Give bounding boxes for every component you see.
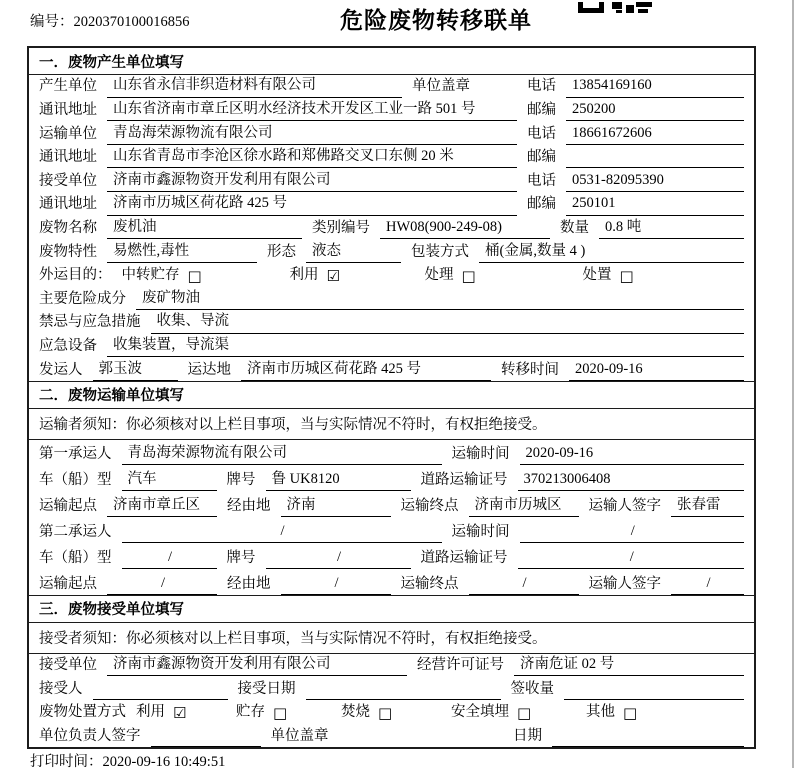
field-value: / [266,548,411,569]
form-row [29,263,754,287]
field-value: 0.8 吨 [599,218,744,239]
checkbox-checked-icon: ☑ [326,266,340,285]
form-row [29,334,754,358]
checkbox-option [236,703,331,723]
section-title: 三．废物接受单位填写 [29,595,754,622]
checkbox-unchecked-icon: □ [619,266,634,285]
field-label: 运输人签字 [588,575,661,592]
field-label: 电话 [527,172,556,189]
field-value: 汽车 [122,470,217,491]
field-label: 牌号 [226,549,256,566]
field-value [151,744,261,747]
field-value: 张春雷 [671,496,744,517]
checkbox-option [451,703,576,723]
field-value: 鲁 UK8120 [266,470,411,491]
field-label: 废物名称 [39,220,97,237]
form-row [29,286,754,310]
section-notice: 运输者须知：你必须核对以上栏目事项，当与实际情况不符时，有权拒绝接受。 [29,408,754,439]
checkbox-checked-icon: ☑ [173,703,187,722]
field-label: 道路运输证号 [420,471,508,488]
field-label: 应急设备 [39,338,97,354]
field-label: 日期 [513,727,542,744]
checkbox-unchecked-icon: □ [461,266,476,285]
form-row [29,121,754,145]
field-value: 0531-82095390 [566,171,744,192]
field-value: / [469,574,579,595]
checkbox-option [341,703,441,723]
checkbox-unchecked-icon: □ [623,703,638,722]
checkbox-option [136,703,226,723]
field-value: 济南危证 02 号 [514,655,744,676]
field-label: 产生单位 [39,78,97,95]
field-value: 济南市鑫源物资开发利用有限公司 [107,171,517,192]
field-label: 发运人 [39,361,83,378]
field-label: 废物处置方式 [39,704,126,721]
field-value: 济南市历城区荷花路 425 号 [241,360,491,381]
field-value [564,697,744,700]
field-label: 接受单位 [39,657,97,674]
field-label: 单位负责人签字 [39,727,141,744]
field-value: 山东省济南市章丘区明水经济技术开发区工业一路 501 号 [107,100,517,121]
form-row [29,676,754,700]
field-label: 单位盖章 [270,727,329,744]
form-row [29,98,754,122]
field-label: 运输时间 [451,523,510,540]
checkbox-option [122,266,280,286]
field-label: 运输起点 [39,575,97,592]
field-value [566,165,744,168]
field-label: 车（船）型 [39,549,112,566]
field-label: 第二承运人 [39,523,112,540]
checkbox-label: 其他 [586,704,615,721]
field-value: 济南市章丘区 [107,496,217,517]
checkbox-unchecked-icon: □ [187,266,202,285]
form-row [29,653,754,677]
checkbox-label: 贮存 [236,704,265,721]
field-value: 青岛海荣源物流有限公司 [107,124,517,145]
checkbox-unchecked-icon: □ [273,703,288,722]
field-value: 济南 [281,496,391,517]
form-row [29,74,754,98]
field-label: 经由地 [227,575,271,592]
form-row [29,192,754,216]
field-label: 电话 [527,125,556,142]
checkbox-label: 安全填埋 [451,704,509,721]
field-value: 18661672606 [566,124,744,145]
field-value: 2020-09-16 [520,444,745,465]
field-value: / [122,522,442,543]
field-label: 道路运输证号 [420,549,508,566]
field-label: 主要危险成分 [39,290,126,307]
field-label: 单位盖章 [412,78,470,95]
field-label: 邮编 [527,196,556,213]
form-number-value: 2020370100016856 [73,14,190,30]
form-row [29,145,754,169]
page-title: 危险废物转移联单 [340,8,532,33]
form-number-label: 编号： [30,14,74,30]
field-value: 13854169160 [566,76,744,97]
field-value: 易燃性,毒性 [107,242,257,263]
field-value: 山东省永信非织造材料有限公司 [107,76,402,97]
checkbox-unchecked-icon: □ [517,703,532,722]
checkbox-option [290,266,415,286]
checkbox-label: 利用 [136,704,165,721]
field-value: / [671,574,744,595]
field-value: 250200 [566,100,744,121]
field-label: 运输终点 [400,575,459,592]
section-title: 一．废物产生单位填写 [39,54,184,71]
field-label: 牌号 [226,471,256,488]
field-value: / [520,522,745,543]
section-notice: 接受者须知：你必须核对以上栏目事项，当与实际情况不符时，有权拒绝接受。 [29,622,754,653]
checkbox-label: 焚烧 [341,704,370,721]
form-row [29,491,754,517]
field-value: 青岛海荣源物流有限公司 [122,444,442,465]
field-value: 济南市鑫源物资开发利用有限公司 [107,655,407,676]
checkbox-unchecked-icon: □ [378,703,393,722]
field-label: 运输人签字 [588,497,661,514]
field-value: 桶(金属,数量 4 ) [479,242,744,263]
field-label: 运达地 [187,361,231,378]
field-label: 接受人 [39,680,83,697]
field-value: HW08(900-249-08) [380,218,550,239]
field-label: 通讯地址 [39,149,97,166]
field-label: 禁忌与应急措施 [39,314,141,331]
field-label: 接受单位 [39,172,97,189]
form-row [29,543,754,569]
field-label: 废物特性 [39,243,97,260]
transfer-form [27,46,756,749]
checkbox-label: 处理 [424,267,454,284]
field-label: 外运目的： [39,267,112,284]
field-value: 2020-09-16 [569,360,744,381]
checkbox-option [583,266,634,286]
field-label: 类别编号 [312,220,370,237]
field-value: 370213006408 [518,470,745,491]
form-row [29,168,754,192]
field-value: 废矿物油 [136,289,744,310]
form-row [29,310,754,334]
field-label: 接受日期 [237,680,296,697]
form-row [29,439,754,465]
form-row [29,465,754,491]
field-value: 郭玉波 [93,360,178,381]
print-time-value: 2020-09-16 10:49:51 [102,754,226,770]
form-row [29,700,754,724]
scan-edge-line [792,0,794,768]
field-label: 第一承运人 [39,445,112,462]
form-row [29,357,754,381]
qr-code-fragment-svg [578,2,652,13]
field-label: 经由地 [227,497,271,514]
field-label: 经营许可证号 [417,657,504,674]
field-label: 车（船）型 [39,471,112,488]
field-label: 签收量 [510,680,554,697]
field-value [552,744,744,747]
form-row [29,569,754,595]
field-value [306,697,501,700]
field-value: / [518,548,745,569]
checkbox-option [586,703,637,723]
checkbox-label: 处置 [582,267,612,284]
field-value: 250101 [566,194,744,215]
field-value: 液态 [306,242,401,263]
field-label: 转移时间 [501,361,559,378]
form-row [29,723,754,747]
checkbox-label: 中转贮存 [121,267,180,284]
field-label: 包装方式 [411,243,469,260]
field-value: / [122,548,217,569]
field-label: 运输终点 [400,497,459,514]
field-value [93,697,228,700]
field-value: 济南市历城区荷花路 425 号 [107,194,517,215]
field-label: 运输时间 [451,445,510,462]
section-title: 二．废物运输单位填写 [29,381,754,408]
field-label: 运输单位 [39,125,97,142]
checkbox-label: 利用 [289,267,319,284]
field-label: 数量 [560,220,589,237]
checkbox-option [425,266,573,286]
field-label: 电话 [527,78,556,95]
field-value: 废机油 [107,218,302,239]
form-row [29,216,754,240]
field-label: 邮编 [527,102,556,119]
qr-code-fragment [578,0,652,11]
field-value: / [281,574,391,595]
field-label: 形态 [267,243,296,260]
field-value: 收集装置，导流渠 [107,336,744,357]
field-value: 收集、导流 [151,312,745,333]
field-label: 通讯地址 [39,102,97,119]
field-label: 运输起点 [39,497,97,514]
form-header [0,0,796,44]
print-time-label: 打印时间： [30,754,103,770]
field-label: 邮编 [527,149,556,166]
field-value: 济南市历城区 [469,496,579,517]
form-row [29,517,754,543]
field-value: / [107,574,217,595]
field-label: 通讯地址 [39,196,97,213]
form-row [29,239,754,263]
field-value: 山东省青岛市李沧区徐水路和郑佛路交叉口东侧 20 米 [107,147,517,168]
